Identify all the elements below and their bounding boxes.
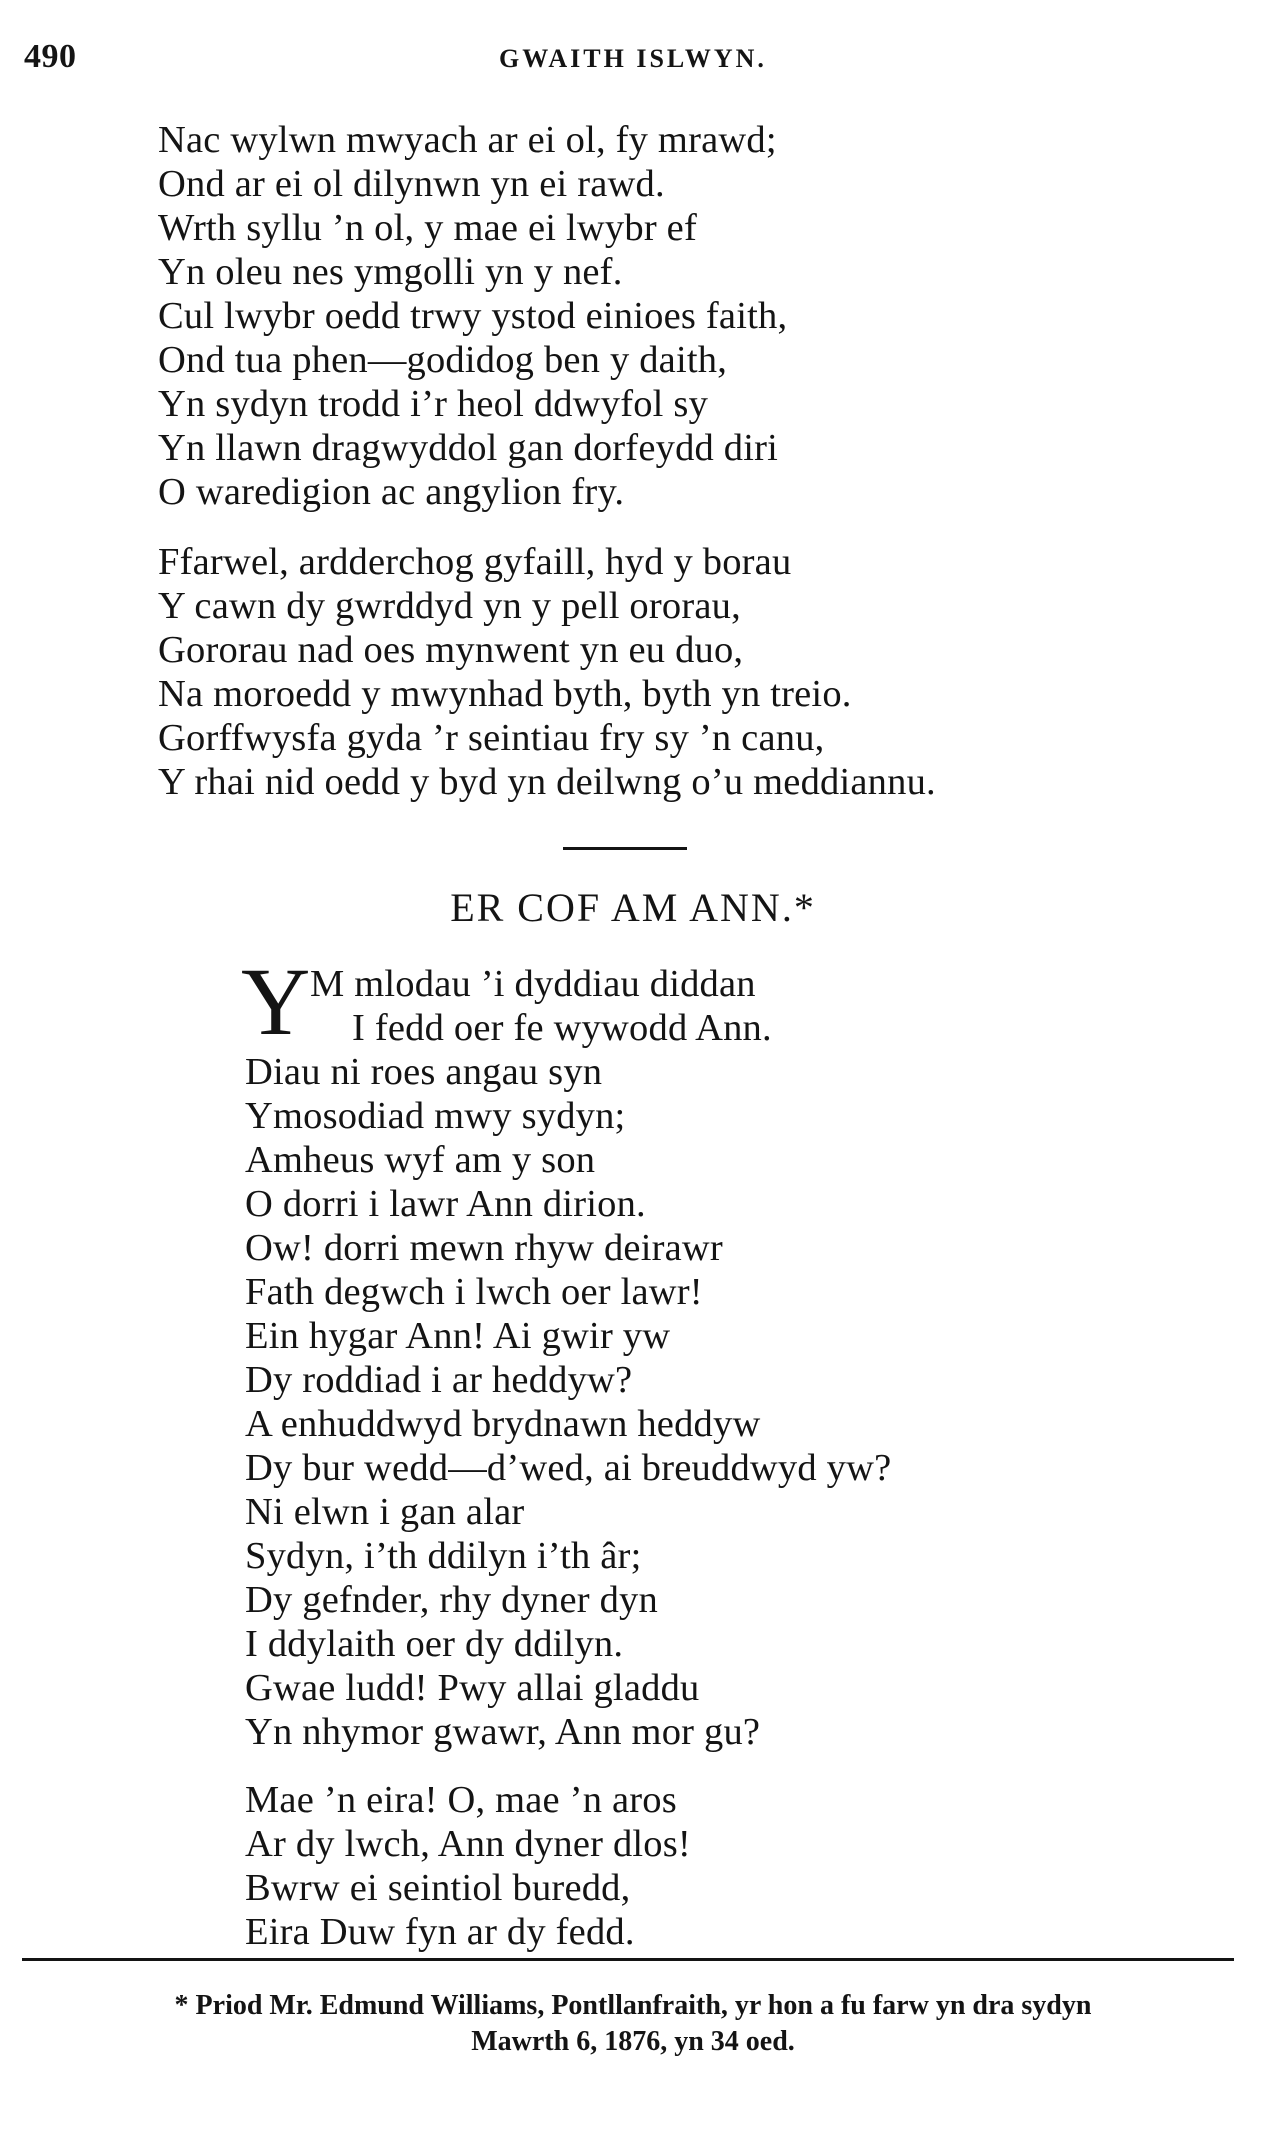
poem-line: Sydyn, i’th ddilyn i’th âr; — [245, 1535, 642, 1577]
poem-line: Yn llawn dragwyddol gan dorfeydd diri — [158, 427, 779, 469]
poem-line: Bwrw ei seintiol buredd, — [245, 1867, 631, 1909]
poem-line: Gwae ludd! Pwy allai gladdu — [245, 1667, 700, 1709]
poem-line: Ein hygar Ann! Ai gwir yw — [245, 1315, 671, 1357]
poem-line: Yn nhymor gwawr, Ann mor gu? — [245, 1711, 761, 1753]
poem-line: Ni elwn i gan alar — [245, 1491, 525, 1533]
poem-line: M mlodau ’i dyddiau diddan — [310, 963, 756, 1005]
running-title: GWAITH ISLWYN. — [499, 44, 767, 73]
poem-line: A enhuddwyd brydnawn heddyw — [245, 1403, 761, 1445]
poem-line: Ymosodiad mwy sydyn; — [245, 1095, 626, 1137]
poem-line: Yn oleu nes ymgolli yn y nef. — [158, 251, 623, 293]
poem-line: Na moroedd y mwynhad byth, byth yn treio. — [158, 673, 852, 715]
poem-line: Diau ni roes angau syn — [245, 1051, 603, 1093]
poem-line: O dorri i lawr Ann dirion. — [245, 1183, 646, 1225]
poem-line: O waredigion ac angylion fry. — [158, 471, 625, 513]
poem-line: Amheus wyf am y son — [245, 1139, 596, 1181]
poem-line: Eira Duw fyn ar dy fedd. — [245, 1911, 635, 1953]
poem-line: Gororau nad oes mynwent yn eu duo, — [158, 629, 744, 671]
drop-cap: Y — [241, 948, 311, 1055]
footnote-line: Mawrth 6, 1876, yn 34 oed. — [471, 2026, 795, 2057]
page-number: 490 — [24, 38, 77, 75]
poem-line: Dy roddiad i ar heddyw? — [245, 1359, 633, 1401]
poem-line: I ddylaith oer dy ddilyn. — [245, 1623, 624, 1665]
footnote-divider — [22, 1958, 1234, 1961]
poem-line: Wrth syllu ’n ol, y mae ei lwybr ef — [158, 207, 697, 249]
poem-line: Nac wylwn mwyach ar ei ol, fy mrawd; — [158, 119, 777, 161]
poem-title: ER COF AM ANN.* — [450, 885, 816, 930]
poem-line: Cul lwybr oedd trwy ystod einioes faith, — [158, 295, 788, 337]
poem-line: Ow! dorri mewn rhyw deirawr — [245, 1227, 723, 1269]
poem-line: Ffarwel, ardderchog gyfaill, hyd y borau — [158, 541, 792, 583]
poem-line: Ond ar ei ol dilynwn yn ei rawd. — [158, 163, 665, 205]
poem-line: Y cawn dy gwrddyd yn y pell ororau, — [158, 585, 741, 627]
poem-line: Dy bur wedd—d’wed, ai breuddwyd yw? — [245, 1447, 892, 1489]
poem-line: Ond tua phen—godidog ben y daith, — [158, 339, 728, 381]
poem-line: I fedd oer fe wywodd Ann. — [352, 1007, 772, 1049]
poem-line: Y rhai nid oedd y byd yn deilwng o’u meddiannu. — [158, 761, 936, 803]
poem-line: Yn sydyn trodd i’r heol ddwyfol sy — [158, 383, 709, 425]
poem-line: Fath degwch i lwch oer lawr! — [245, 1271, 703, 1313]
footnote-line: * Priod Mr. Edmund Williams, Pontllanfraith, yr hon a fu farw yn dra sydyn — [174, 1990, 1092, 2021]
section-divider — [563, 847, 687, 850]
poem-line: Ar dy lwch, Ann dyner dlos! — [245, 1823, 691, 1865]
poem-line: Dy gefnder, rhy dyner dyn — [245, 1579, 658, 1621]
poem-line: Gorffwysfa gyda ’r seintiau fry sy ’n canu, — [158, 717, 825, 759]
poem-line: Mae ’n eira! O, mae ’n aros — [245, 1779, 677, 1821]
